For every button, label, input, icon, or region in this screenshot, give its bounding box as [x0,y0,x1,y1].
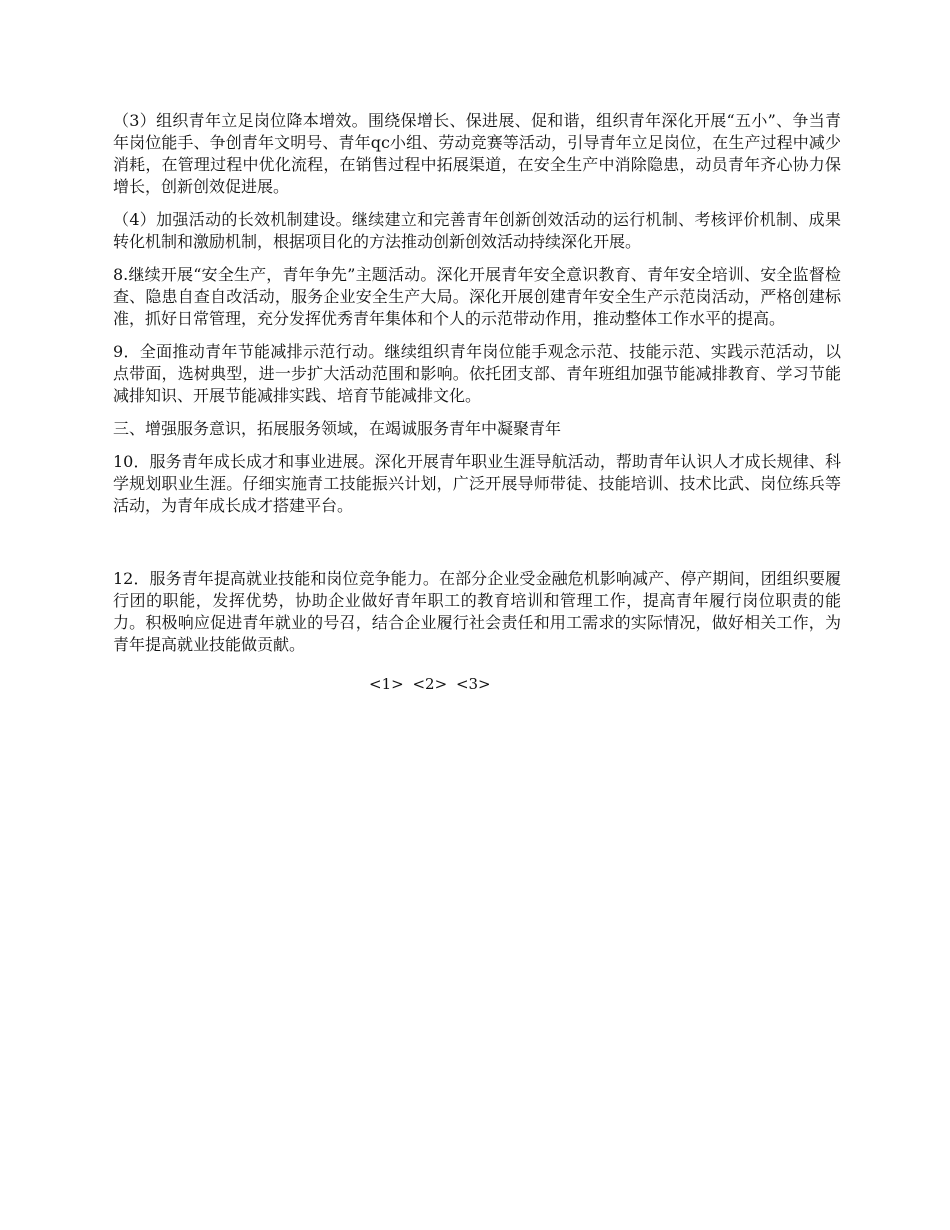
page-link-2[interactable]: <2> [412,675,448,693]
paragraph-item-3: （3）组织青年立足岗位降本增效。围绕保增长、保进展、促和谐，组织青年深化开展“五小”、争当青年岗位能手、争创青年文明号、青年qc小组、劳动竞赛等活动，引导青年立足岗位，在生产过程中减少消耗，在管理过程中优化流程，在销售过程中拓展渠道，在安全生产中消除隐患，动员青年齐心协力保增长，创新创效促进展。 [113,111,841,196]
pagination [113,674,841,694]
document-page [113,110,841,694]
blank-gap [113,528,841,568]
paragraph-employment-skills: 12．服务青年提高就业技能和岗位竞争能力。在部分企业受金融危机影响减产、停产期间，团组织要履行团的职能，发挥优势，协助企业做好青年职工的教育培训和管理工作，提高青年履行岗位职责的能力。积极响应促进青年就业的号召，结合企业履行社会责任和用工需求的实际情况，做好相关工作，为青年提高就业技能做贡献。 [113,569,841,654]
section-heading-three: 三、增强服务意识，拓展服务领域，在竭诚服务青年中凝聚青年 [113,419,562,438]
page-link-1[interactable]: <1> [369,675,404,693]
paragraph-item-4: （4）加强活动的长效机制建设。继续建立和完善青年创新创效活动的运行机制、考核评价机制、成果转化机制和激励机制，根据项目化的方法推动创新创效活动持续深化开展。 [113,210,841,251]
paragraph-safety-production: 8.继续开展“安全生产，青年争先”主题活动。深化开展青年安全意识教育、青年安全培训、安全监督检查、隐患自查自改活动，服务企业安全生产大局。深化开展创建青年安全生产示范岗活动，严格创建标准，抓好日常管理，充分发挥优秀青年集体和个人的示范带动作用，推动整体工作水平的提高。 [113,265,841,328]
paragraph-energy-saving: 9．全面推动青年节能减排示范行动。继续组织青年岗位能手观念示范、技能示范、实践示范活动，以点带面，选树典型，进一步扩大活动范围和影响。依托团支部、青年班组加强节能减排教育、学习节能减排知识、开展节能减排实践、培育节能减排文化。 [113,342,841,405]
page-link-3[interactable]: <3> [455,675,491,693]
paragraph-youth-growth: 10．服务青年成长成才和事业进展。深化开展青年职业生涯导航活动，帮助青年认识人才成长规律、科学规划职业生涯。仔细实施青工技能振兴计划，广泛开展导师带徒、技能培训、技术比武、岗位练兵等活动，为青年成长成才搭建平台。 [113,452,841,515]
